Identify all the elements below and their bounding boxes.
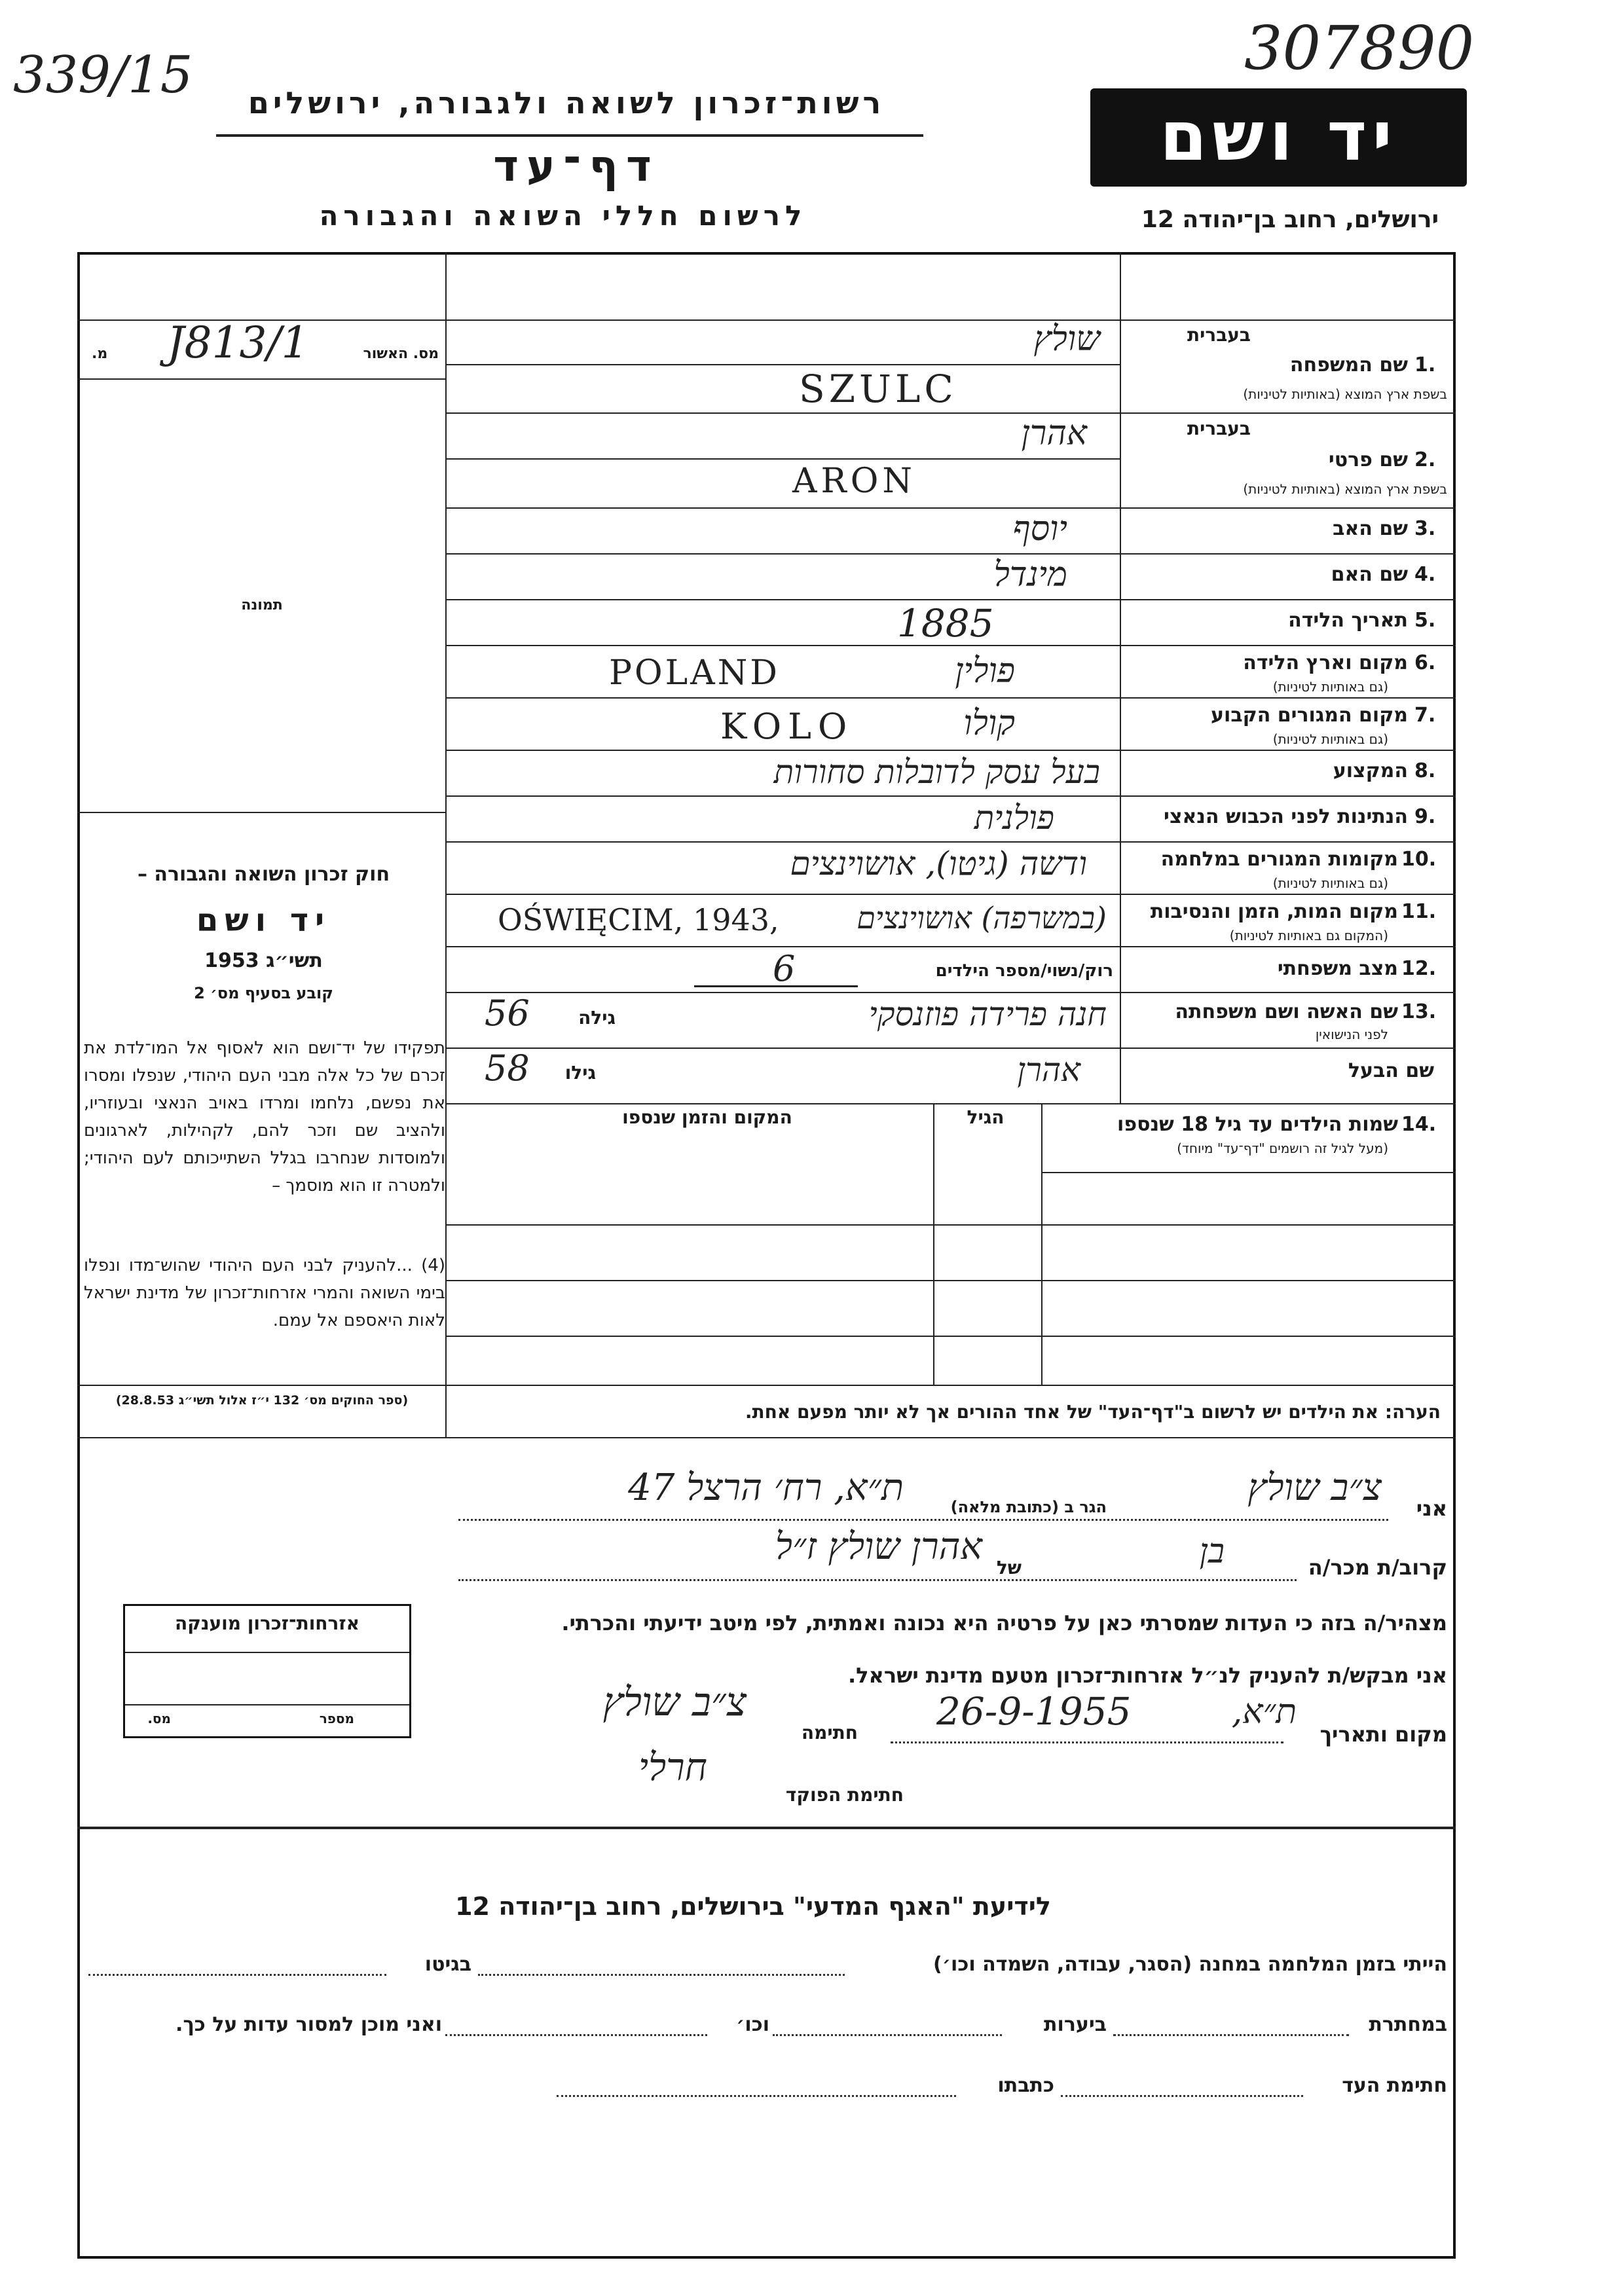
field-3-label: שם האב	[1333, 517, 1408, 540]
children-col-age: הגיל	[967, 1106, 1005, 1128]
row-line-7	[445, 750, 1456, 751]
field-1-number: 1.	[1414, 354, 1436, 376]
field-8-number: 8.	[1414, 759, 1436, 782]
field-13-age-label: גילה	[578, 1007, 616, 1029]
field-12-value: 6	[773, 948, 796, 989]
field-5-number: 5.	[1414, 609, 1436, 632]
row-line-8	[445, 795, 1456, 797]
note-text: הערה: את הילדים יש לרשום ב"דף־העד" של אחד ההורים אך לא יותר מפעם אחת.	[745, 1401, 1441, 1423]
declaration-address-line	[458, 1519, 1388, 1521]
field-8-label: המקצוע	[1333, 759, 1408, 782]
field-11-hebrew: (במשרפה) אושוינצים	[857, 900, 1107, 936]
left-column-divider	[445, 252, 447, 1385]
law-name: יד ושם	[196, 902, 331, 939]
row-line-1a	[445, 364, 1120, 365]
row-line-4	[445, 599, 1456, 600]
row-line-2	[445, 507, 1456, 509]
husband-value: אהרן	[1017, 1051, 1080, 1089]
declaration-of-label: של	[996, 1557, 1022, 1578]
row-line-13	[445, 1048, 1456, 1049]
field-2-number: 2.	[1414, 448, 1436, 471]
children-col-place: המקום והזמן שנספו	[622, 1106, 792, 1128]
row-line-9	[445, 841, 1456, 843]
field-13-age: 56	[485, 993, 530, 1034]
field-5-value: 1885	[897, 601, 994, 646]
approval-no-marker: .מ	[92, 346, 108, 362]
logo-text: יד ושם	[1160, 96, 1397, 176]
field-12-number: 12.	[1401, 957, 1437, 980]
husband-label: שם הבעל	[1348, 1059, 1434, 1082]
citizenship-inner-line-1	[125, 1652, 409, 1653]
field-4-label: שם האם	[1331, 563, 1408, 586]
field-2-sub: בשפת ארץ המוצא (באותיות לטיניות)	[1243, 481, 1447, 497]
law-text-2: (4) ...להעניק לבני העם היהודי שהוש־מדו ונפלו בימי השואה והמרי אזרחות־זכרון של מדינת ישראל לאות היאספם אל עמם.	[84, 1256, 445, 1330]
declaration-relative-line	[458, 1579, 1297, 1581]
field-14-label: שמות הילדים עד גיל 18 שנספו	[1117, 1113, 1398, 1136]
declaration-place-date-label: מקום ותאריך	[1320, 1722, 1447, 1747]
address: ירושלים, רחוב בן־יהודה 12	[1141, 206, 1439, 233]
header-rule	[216, 134, 923, 137]
footer-forests-line	[773, 2034, 1002, 2036]
declaration-address: ת״א, רח׳ הרצל 47	[628, 1467, 904, 1509]
field-12-label: מצב משפחתי	[1277, 957, 1398, 980]
field-14-sub: (מעל לגיל זה רושמים "דף־עד" מיוחד)	[1177, 1140, 1388, 1156]
children-row-3	[445, 1336, 1456, 1337]
citizenship-no-suffix: מס.	[147, 1711, 171, 1726]
field-7-hebrew: קולו	[963, 704, 1015, 743]
field-6-sub: (גם באותיות לטיניות)	[1272, 679, 1388, 695]
field-14-number: 14.	[1401, 1113, 1437, 1136]
field-10-sub: (גם באותיות לטיניות)	[1272, 875, 1388, 891]
field-12-printed: רוק/נשוי/מספר הילדים	[935, 961, 1113, 981]
law-year: תשי״ג 1953	[204, 949, 323, 972]
approval-number: J813/1	[167, 318, 309, 368]
declaration-date-line	[891, 1741, 1283, 1743]
declaration-signature: צ״ב שולץ	[602, 1679, 747, 1725]
children-row-2	[445, 1280, 1456, 1281]
footer-top-rule	[77, 1827, 1456, 1829]
field-6-hebrew: פולין	[955, 651, 1015, 691]
row-line-3	[445, 553, 1456, 555]
field-6-latin: POLAND	[609, 653, 780, 693]
children-divider-2	[933, 1103, 934, 1385]
declaration-i-value: צ״ב שולץ	[1247, 1467, 1382, 1509]
field-13-number: 13.	[1401, 1000, 1437, 1023]
footer-underground-line	[1113, 2034, 1349, 2036]
footer-witness-signature-line	[1061, 2095, 1303, 2097]
declaration-signature-label: חתימה	[801, 1722, 858, 1743]
field-10-number: 10.	[1401, 848, 1437, 871]
row-line-10	[445, 894, 1456, 895]
authority-title: רשות־זכרון לשואה ולגבורה, ירושלים	[248, 85, 885, 120]
declaration-request-text: אני מבקש/ת להעניק לנ״ל אזרחות־זכרון מטעם מדינת ישראל.	[848, 1663, 1447, 1688]
declaration-place: ת״א,	[1231, 1692, 1297, 1732]
declaration-resides-label: הגר ב (כתובת מלאה)	[950, 1498, 1107, 1516]
law-clause: קובע בסעיף מס׳ 2	[194, 984, 333, 1002]
citizenship-box	[123, 1604, 411, 1738]
field-9-label: הנתינות לפני הכבוש הנאצי	[1164, 805, 1408, 828]
husband-age: 58	[485, 1048, 530, 1089]
field-7-latin: KOLO	[720, 706, 854, 747]
declaration-declare-text: מצהיר/ה בזה כי העדות שמסרתי כאן על פרטיה היא נכונה ואמתית, לפי מיטב ידיעתי והכרתי.	[561, 1611, 1447, 1635]
law-reference: (ספר החוקים מס׳ 132 י״ז אלול תשי״ג 28.8.53)	[115, 1393, 409, 1408]
field-1-label: שם המשפחה	[1289, 354, 1408, 376]
husband-age-label: גילו	[564, 1062, 596, 1084]
note-bottom-line	[77, 1437, 1456, 1438]
law-ref-line	[77, 1385, 1456, 1386]
field-3-number: 3.	[1414, 517, 1436, 540]
yad-vashem-logo	[1090, 88, 1467, 187]
children-header-line	[1041, 1172, 1456, 1173]
footer-camp-line	[478, 1974, 845, 1976]
archive-number: 339/15	[13, 46, 193, 105]
note-divider	[445, 1385, 447, 1437]
field-4-number: 4.	[1414, 563, 1436, 586]
field-2-hebrew: אהרן	[1021, 414, 1087, 453]
field-1-top: בעברית	[1187, 324, 1251, 346]
field-10-label: מקומות המגורים במלחמה	[1160, 848, 1398, 871]
declaration-relative-label: קרוב/ת מכר/ה	[1308, 1555, 1447, 1580]
footer-forests-label: ביערות	[1044, 2013, 1107, 2036]
children-divider-1	[1041, 1103, 1043, 1385]
field-9-value: פולנית	[974, 799, 1054, 837]
field-2-label: שם פרטי	[1328, 448, 1408, 471]
citizenship-no-label: מספר	[319, 1711, 354, 1726]
law-text-1: תפקידו של יד־ושם הוא לאסוף אל המו־לדת את זכרם של כל אלה מבני העם היהודי, שנפלו ומסרו את נפשם, נלחמו ומרדו באויב הנאצי ובעוזריו, ולהציב שם וזכר להם, לקהילות, לארגונים ולמוסדות שנחרבו בגלל השתייכותם לעם היהודי; ולמטרה זו הוא מוסמך –	[84, 1038, 445, 1195]
footer-title: לידיעת "האגף המדעי" בירושלים, רחוב בן־יהודה 12	[455, 1892, 1051, 1921]
declaration-of-value: אהרן שולץ ז״ל	[775, 1525, 982, 1568]
field-11-number: 11.	[1401, 900, 1437, 923]
field-7-label: מקום המגורים הקבוע	[1211, 704, 1408, 727]
field-11-label: מקום המות, הזמן והנסיבות	[1150, 900, 1398, 923]
field-13-label: שם האשה ושם משפחתה	[1175, 1000, 1398, 1023]
photo-bottom-line	[77, 812, 445, 813]
field-12-underline	[694, 985, 858, 987]
label-column-divider	[1120, 252, 1121, 1103]
footer-etc-line	[445, 2034, 707, 2036]
declaration-i-label: אני	[1416, 1496, 1447, 1521]
field-2-latin: ARON	[792, 462, 916, 501]
field-11-sub: (המקום גם באותיות לטיניות)	[1229, 928, 1388, 943]
citizenship-box-title: אזרחות־זכרון מוענקה	[174, 1613, 360, 1634]
field-1-latin: SZULC	[799, 367, 957, 411]
law-title: חוק זכרון השואה והגבורה –	[137, 863, 390, 886]
field-5-label: תאריך הלידה	[1288, 609, 1408, 632]
row-line-6	[445, 697, 1456, 699]
field-2-top: בעברית	[1187, 418, 1251, 439]
field-6-label: מקום וארץ הלידה	[1243, 651, 1408, 674]
field-1-sub: בשפת ארץ המוצא (באותיות לטיניות)	[1243, 386, 1447, 402]
official-signature: חרלי	[638, 1745, 707, 1789]
citizenship-inner-line-2	[125, 1704, 409, 1705]
footer-ghetto-label: בגיטו	[424, 1953, 471, 1976]
footer-etc-label: וכו׳	[736, 2013, 769, 2036]
row-line-11	[445, 946, 1456, 947]
field-9-number: 9.	[1414, 805, 1436, 828]
field-11-latin: OŚWIĘCIM, 1943,	[498, 902, 779, 938]
row-line-husband	[445, 1103, 1456, 1104]
form-subtitle: לרשום חללי השואה והגבורה	[319, 200, 807, 232]
field-3-value: יוסף	[1012, 509, 1067, 549]
footer-address-line	[557, 2095, 956, 2097]
field-13-value: חנה פרידה פוזנסקי	[868, 995, 1107, 1033]
children-row-1	[445, 1224, 1456, 1226]
footer-ghetto-line	[88, 1974, 386, 1976]
field-7-sub: (גם באותיות לטיניות)	[1272, 731, 1388, 747]
declaration-date: 26-9-1955	[936, 1689, 1132, 1734]
official-signature-label: חתימת הפוקד	[785, 1784, 904, 1806]
approval-line	[77, 378, 445, 380]
footer-testimony-label: ואני מוכן למסור עדות על כך.	[175, 2013, 442, 2036]
row-line-12	[445, 992, 1456, 993]
field-8-value: בעל עסק לדובלות סחורות	[773, 753, 1100, 791]
field-4-value: מינדל	[993, 555, 1067, 594]
declaration-relative-value: בן	[1199, 1532, 1225, 1571]
form-title: דף־עד	[493, 141, 659, 191]
field-10-value: ודשה (גיטו), אושוינצים	[790, 845, 1087, 883]
photo-label: תמונה	[241, 597, 283, 613]
footer-witness-signature-label: חתימת העד	[1342, 2074, 1447, 2097]
footer-camp-label: הייתי בזמן המלחמה במחנה (הסגר, עבודה, השמדה וכו׳)	[933, 1953, 1447, 1976]
field-1-hebrew: שולץ	[1033, 319, 1100, 359]
footer-address-label: כתבתו	[997, 2074, 1054, 2097]
file-number: 307890	[1244, 13, 1475, 83]
approval-label: מס. האשור	[363, 346, 439, 362]
field-7-number: 7.	[1414, 704, 1436, 727]
row-line-2a	[445, 458, 1120, 460]
footer-underground-label: במחתרת	[1369, 2013, 1447, 2036]
field-6-number: 6.	[1414, 651, 1436, 674]
field-13-sub: לפני הנישואין	[1315, 1027, 1388, 1042]
